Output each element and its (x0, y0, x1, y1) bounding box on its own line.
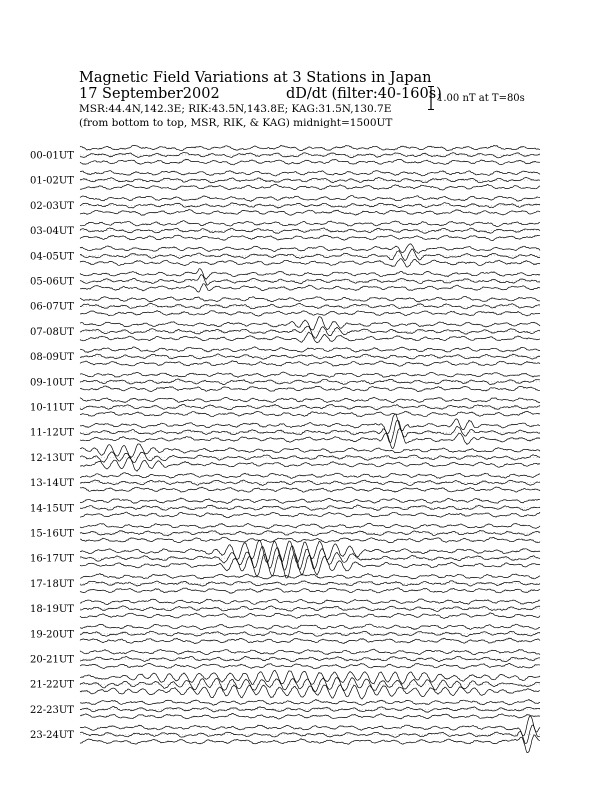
date-label: 17 September2002 (79, 86, 220, 102)
trace-kag-01-02UT (80, 171, 540, 176)
trace-kag-18-19UT (80, 599, 540, 605)
hour-row-label: 17-18UT (30, 578, 74, 590)
trace-rik-00-01UT (80, 153, 540, 158)
hour-row-label: 04-05UT (30, 251, 74, 263)
hour-row-label: 21-22UT (30, 679, 74, 691)
trace-msr-04-05UT (80, 259, 540, 268)
hour-row-label: 11-12UT (30, 427, 74, 439)
hour-row-label: 23-24UT (30, 730, 74, 742)
trace-msr-14-15UT (80, 512, 540, 518)
trace-rik-10-11UT (80, 404, 540, 410)
trace-msr-09-10UT (80, 386, 540, 392)
trace-msr-07-08UT (80, 332, 540, 343)
hour-row-label: 00-01UT (30, 150, 74, 162)
trace-kag-19-20UT (80, 624, 540, 630)
trace-kag-04-05UT (80, 244, 540, 253)
hour-row-label: 08-09UT (30, 352, 74, 364)
scale-label: 1.00 nT at T=80s (437, 93, 525, 104)
trace-kag-10-11UT (80, 397, 540, 402)
trace-kag-17-18UT (80, 574, 540, 580)
trace-kag-03-04UT (80, 221, 540, 227)
trace-kag-07-08UT (80, 317, 540, 330)
hour-row-label: 18-19UT (30, 604, 74, 616)
trace-msr-15-16UT (80, 537, 540, 543)
hour-row-label: 07-08UT (30, 326, 74, 338)
trace-rik-04-05UT (80, 249, 540, 261)
hour-row-label: 16-17UT (30, 553, 74, 565)
trace-msr-08-09UT (80, 361, 540, 366)
trace-msr-10-11UT (80, 411, 540, 417)
trace-msr-01-02UT (80, 184, 540, 190)
hour-row-label: 10-11UT (30, 402, 74, 414)
hour-row-label: 06-07UT (30, 301, 74, 313)
component-label: dD/dt (filter:40-160s) (286, 86, 442, 102)
order-note: (from bottom to top, MSR, RIK, & KAG) midnight=1500UT (79, 117, 393, 129)
trace-msr-00-01UT (80, 159, 540, 165)
trace-kag-12-13UT (80, 444, 540, 457)
trace-kag-02-03UT (80, 196, 540, 202)
trace-msr-22-23UT (80, 713, 540, 719)
trace-rik-17-18UT (80, 581, 540, 586)
trace-msr-23-24UT (80, 735, 540, 753)
stations-label: MSR:44.4N,142.3E; RIK:43.5N,143.8E; KAG:31.5N,130.7E (79, 103, 392, 115)
trace-rik-12-13UT (80, 452, 540, 463)
hour-row-label: 03-04UT (30, 226, 74, 238)
trace-msr-20-21UT (80, 663, 540, 668)
trace-msr-02-03UT (80, 210, 540, 216)
trace-msr-06-07UT (80, 311, 540, 317)
trace-kag-00-01UT (80, 145, 540, 151)
hour-row-label: 13-14UT (30, 478, 74, 490)
hour-row-label: 12-13UT (30, 452, 74, 464)
trace-rik-05-06UT (80, 275, 540, 286)
trace-kag-15-16UT (80, 523, 540, 529)
trace-msr-19-20UT (80, 638, 540, 644)
trace-kag-05-06UT (80, 269, 540, 280)
trace-kag-23-24UT (80, 716, 540, 736)
trace-rik-21-22UT (80, 678, 540, 692)
trace-kag-14-15UT (80, 498, 540, 504)
trace-kag-11-12UT (80, 414, 540, 434)
trace-msr-11-12UT (80, 429, 540, 449)
hour-row-label: 09-10UT (30, 377, 74, 389)
hour-row-label: 01-02UT (30, 175, 74, 187)
trace-kag-09-10UT (80, 372, 540, 377)
hour-row-label: 05-06UT (30, 276, 74, 288)
chart-title: Magnetic Field Variations at 3 Stations in Japan (79, 70, 432, 86)
hour-row-label: 20-21UT (30, 654, 74, 666)
trace-msr-21-22UT (80, 685, 540, 699)
trace-kag-06-07UT (80, 296, 540, 302)
trace-msr-17-18UT (80, 588, 540, 593)
hour-row-label: 14-15UT (30, 503, 74, 515)
hour-row-label: 02-03UT (30, 200, 74, 212)
trace-msr-05-06UT (80, 284, 540, 292)
trace-kag-13-14UT (80, 473, 540, 479)
trace-kag-20-21UT (80, 649, 540, 655)
trace-msr-18-19UT (80, 613, 540, 619)
trace-msr-03-04UT (80, 235, 540, 241)
trace-kag-22-23UT (80, 700, 540, 706)
trace-kag-08-09UT (80, 347, 540, 353)
trace-kag-16-17UT (80, 540, 540, 562)
hour-row-label: 15-16UT (30, 528, 74, 540)
hour-row-label: 22-23UT (30, 704, 74, 716)
hour-row-label: 19-20UT (30, 629, 74, 641)
trace-msr-13-14UT (80, 487, 540, 492)
